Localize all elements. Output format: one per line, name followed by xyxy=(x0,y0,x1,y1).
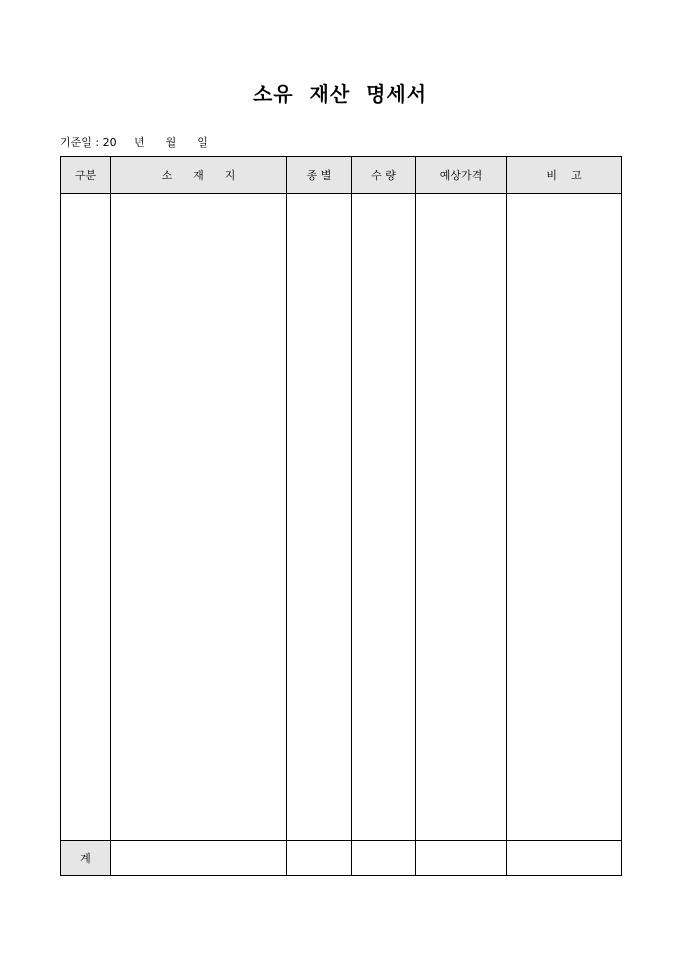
column-header-location: 소 재 지 xyxy=(111,157,287,194)
column-header-type: 종 별 xyxy=(287,157,352,194)
entry-area-row xyxy=(61,194,622,841)
total-estimated-price-cell[interactable] xyxy=(416,841,507,876)
type-entry-cell[interactable] xyxy=(287,194,352,841)
header-row xyxy=(61,157,622,194)
total-remarks-cell[interactable] xyxy=(507,841,622,876)
total-label: 계 xyxy=(61,841,111,876)
remarks-entry-cell[interactable] xyxy=(507,194,622,841)
column-header-remarks: 비 고 xyxy=(507,157,622,194)
total-row xyxy=(61,841,622,876)
estimated-price-entry-cell[interactable] xyxy=(416,194,507,841)
reference-date-line: 기준일 : 20 년 월 일 xyxy=(60,136,208,149)
column-header-category: 구분 xyxy=(61,157,111,194)
category-entry-cell[interactable] xyxy=(61,194,111,841)
column-header-quantity: 수 량 xyxy=(352,157,416,194)
quantity-entry-cell[interactable] xyxy=(352,194,416,841)
column-header-estimated-price: 예상가격 xyxy=(416,157,507,194)
total-quantity-cell[interactable] xyxy=(352,841,416,876)
document-title: 소유 재산 명세서 xyxy=(252,82,428,106)
property-statement-table xyxy=(60,156,622,876)
total-type-cell[interactable] xyxy=(287,841,352,876)
total-location-cell[interactable] xyxy=(111,841,287,876)
location-entry-cell[interactable] xyxy=(111,194,287,841)
